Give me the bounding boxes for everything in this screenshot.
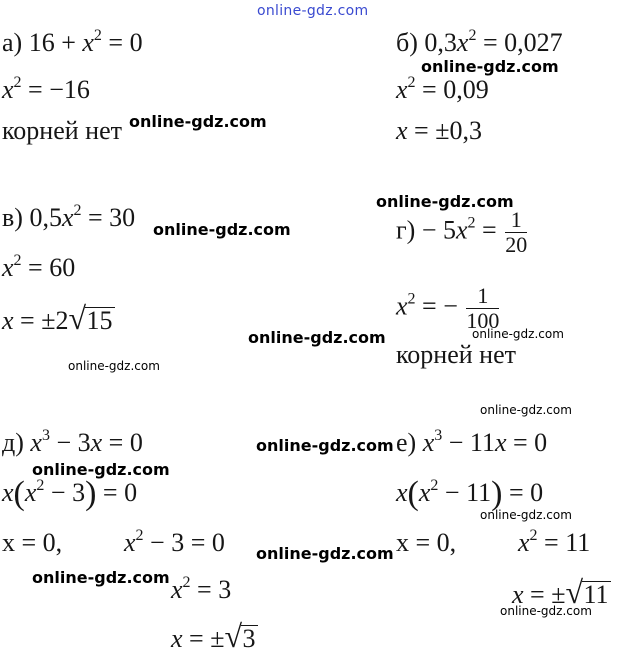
problem-d-sub-eq: $x^2 - 3 = 0$ bbox=[124, 527, 225, 557]
problem-d-sub-step: $x^2 = 3$ bbox=[171, 574, 232, 604]
watermark: online-gdz.com bbox=[32, 460, 170, 479]
problem-d-factor: $x(x^2 - 3) = 0$ bbox=[2, 475, 138, 512]
problem-b-equation: б) $0,3x^2 = 0,027$ bbox=[396, 27, 563, 57]
problem-a-label: а) bbox=[2, 28, 23, 57]
watermark: online-gdz.com bbox=[153, 220, 291, 239]
problem-d-x0: x = 0, bbox=[2, 528, 63, 557]
problem-a-equation: а) $16 + x^2 = 0$ bbox=[2, 27, 143, 57]
header-watermark: online-gdz.com bbox=[257, 3, 369, 19]
problem-d-equation: д) $x^3 - 3x = 0$ bbox=[2, 427, 143, 457]
watermark: online-gdz.com bbox=[480, 508, 572, 522]
problem-g-result: корней нет bbox=[396, 340, 516, 369]
watermark: online-gdz.com bbox=[256, 436, 394, 455]
problem-b-step: $x^2 = 0,09$ bbox=[396, 74, 489, 104]
problem-a-result: корней нет bbox=[2, 116, 122, 145]
problem-e-factor: $x(x^2 - 11) = 0$ bbox=[396, 475, 544, 512]
problem-d-root: x = ± √ 3 bbox=[171, 618, 256, 654]
problem-v-equation: в) $0,5x^2 = 30$ bbox=[2, 202, 136, 232]
problem-e-root: x = ± √ 11 bbox=[512, 574, 609, 610]
problem-a-step: $x^2 = -16$ bbox=[2, 74, 90, 104]
watermark: online-gdz.com bbox=[256, 544, 394, 563]
watermark: online-gdz.com bbox=[472, 327, 564, 341]
watermark: online-gdz.com bbox=[248, 328, 386, 347]
watermark: online-gdz.com bbox=[421, 57, 559, 76]
problem-b-root: x = ±0,3 bbox=[396, 116, 482, 145]
watermark: online-gdz.com bbox=[129, 112, 267, 131]
watermark: online-gdz.com bbox=[32, 568, 170, 587]
watermark: online-gdz.com bbox=[68, 359, 160, 373]
watermark: online-gdz.com bbox=[480, 403, 572, 417]
problem-e-equation: е) $x^3 - 11x = 0$ bbox=[396, 427, 548, 457]
problem-g-equation: $г) - 5x^2$ = $\frac{1}{20}$ bbox=[396, 207, 528, 257]
watermark: online-gdz.com bbox=[500, 604, 592, 618]
problem-e-sub-step: $x^2 = 11$ bbox=[518, 527, 591, 557]
watermark: online-gdz.com bbox=[376, 192, 514, 211]
problem-v-step: $x^2 = 60$ bbox=[2, 252, 76, 282]
problem-e-x0: x = 0, bbox=[396, 528, 457, 557]
problem-v-root: x = ±2 √ 15 bbox=[2, 300, 113, 336]
problem-g-step: $x^2$ = − $\frac{1}{100}$ bbox=[396, 283, 500, 333]
fraction-1-20: $\frac{1}{20}$ bbox=[505, 207, 528, 257]
fraction-1-100: $\frac{1}{100}$ bbox=[466, 283, 500, 333]
